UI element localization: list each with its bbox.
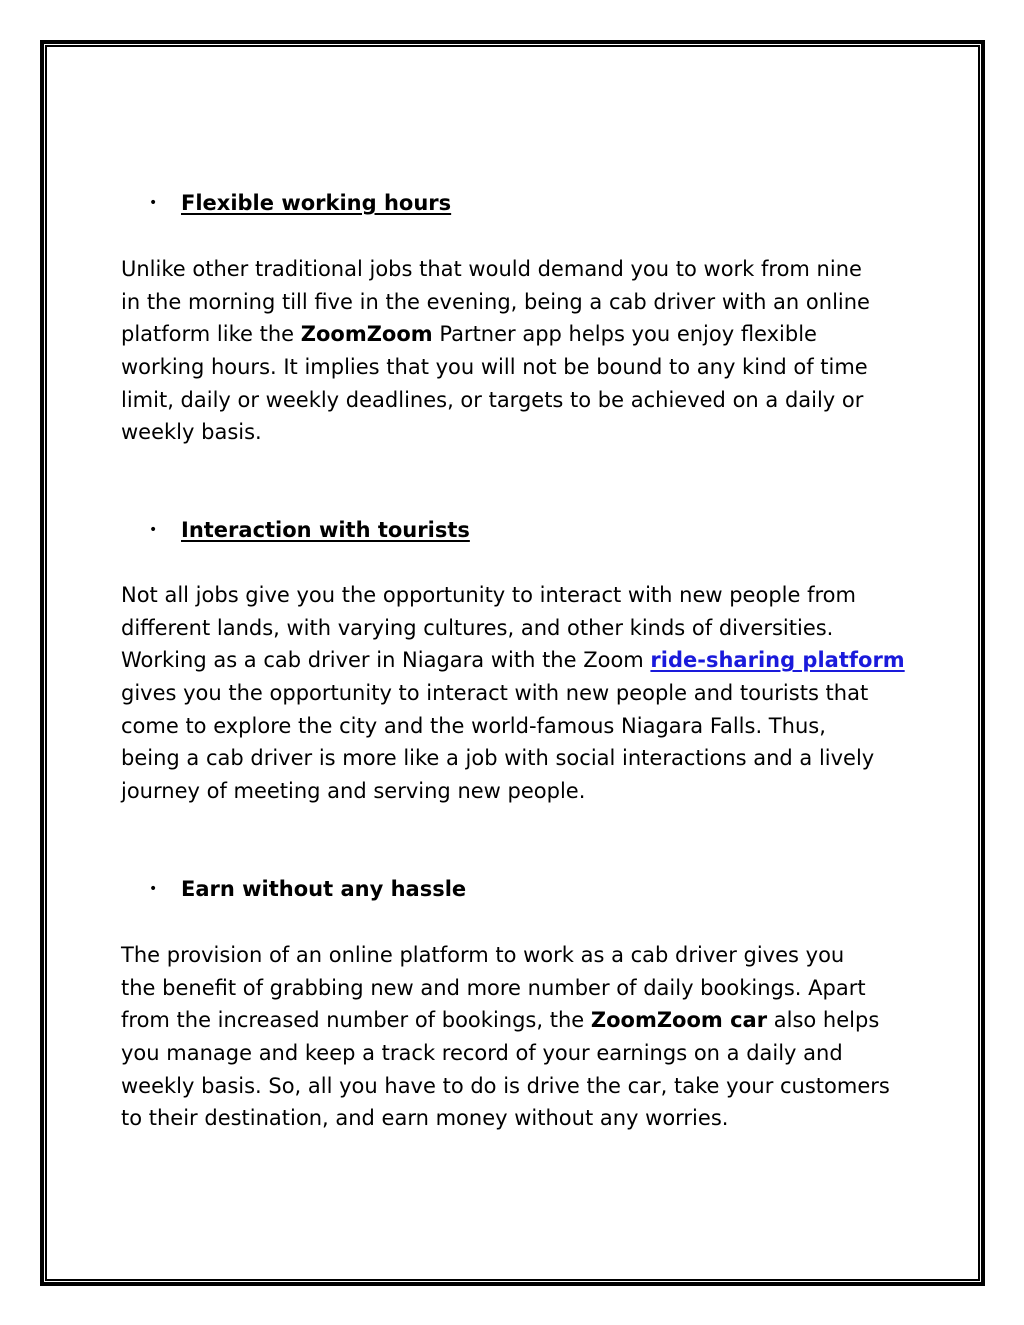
paragraph-line: weekly basis. (121, 420, 262, 445)
paragraph-line (121, 1004, 921, 1037)
paragraph-line: in the morning till five in the evening, being a cab driver with an online (121, 289, 870, 314)
brand-name-bold: ZoomZoom (300, 322, 433, 347)
paragraph-line: different lands, with varying cultures, and other kinds of diversities. (121, 615, 834, 640)
section-heading-earn-without-hassle (121, 874, 921, 904)
line-text: Partner app helps you enjoy flexible (432, 322, 817, 347)
bullet-icon: • (149, 522, 158, 538)
line-text: from the increased number of bookings, the (121, 1008, 591, 1033)
paragraph-line: to their destination, and earn money without any worries. (121, 1106, 729, 1131)
paragraph-line: The provision of an online platform to work as a cab driver gives you (121, 943, 845, 967)
paragraph-line: Not all jobs give you the opportunity to interact with new people from (121, 583, 856, 607)
paragraph-interaction-tourists (121, 579, 921, 808)
paragraph-line (121, 644, 921, 677)
paragraph-line: the benefit of grabbing new and more number of daily bookings. Apart (121, 975, 866, 1000)
paragraph-line: gives you the opportunity to interact with new people and tourists that (121, 681, 869, 706)
paragraph-line: limit, daily or weekly deadlines, or targets to be achieved on a daily or (121, 387, 864, 412)
paragraph-earn-without-hassle (121, 939, 921, 1135)
section-heading-flexible-hours (121, 188, 921, 218)
paragraph-line: being a cab driver is more like a job with social interactions and a lively (121, 746, 875, 771)
line-text: platform like the (121, 322, 301, 347)
bullet-icon: • (149, 195, 158, 211)
paragraph-line (121, 318, 921, 351)
paragraph-line: you manage and keep a track record of your earnings on a daily and (121, 1041, 843, 1066)
paragraph-flexible-hours (121, 253, 921, 449)
line-text: Working as a cab driver in Niagara with the Zoom (121, 648, 651, 673)
heading-text: Earn without any hassle (181, 877, 467, 901)
paragraph-line: journey of meeting and serving new people. (121, 779, 586, 804)
line-text: also helps (767, 1008, 880, 1033)
paragraph-line: working hours. It implies that you will not be bound to any kind of time (121, 355, 868, 380)
paragraph-line: come to explore the city and the world-famous Niagara Falls. Thus, (121, 713, 826, 738)
heading-text: Interaction with tourists (181, 518, 470, 542)
paragraph-line: Unlike other traditional jobs that would demand you to work from nine (121, 257, 862, 281)
bullet-icon: • (149, 881, 158, 897)
heading-text: Flexible working hours (181, 191, 452, 215)
brand-name-bold: ZoomZoom car (590, 1008, 768, 1033)
ride-sharing-platform-link[interactable]: ride-sharing platform (650, 648, 905, 673)
paragraph-line: weekly basis. So, all you have to do is drive the car, take your customers (121, 1073, 890, 1098)
section-heading-interaction-tourists (121, 515, 921, 545)
